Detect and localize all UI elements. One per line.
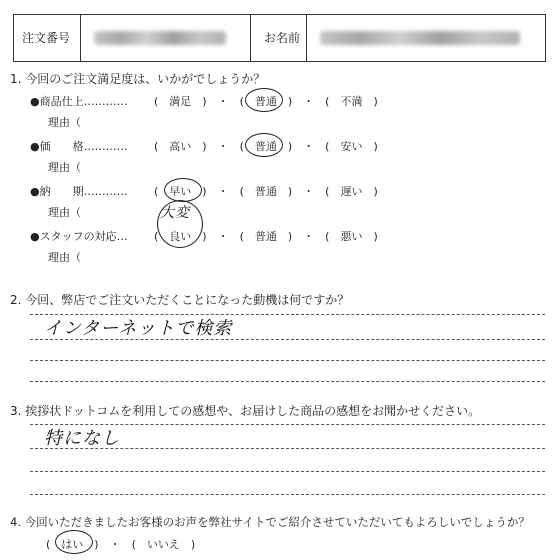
question-3-title: 3. 挨拶状ドットコムを利用しての感想や、お届けした商品の感想をお聞かせください。	[10, 404, 481, 418]
reason-label: 理由（	[48, 206, 81, 219]
order-number-label: 注文番号	[22, 31, 71, 45]
option-good: 良い	[169, 230, 192, 243]
question-3-answer: 特になし	[44, 428, 120, 449]
option-normal: 普通	[254, 140, 277, 153]
selected-circle-good	[157, 200, 203, 248]
answer-line	[30, 471, 545, 472]
option-normal: 普通	[254, 185, 277, 198]
q1-row-quality-label: ●商品仕上…………	[30, 95, 128, 108]
reason-label: 理由（	[48, 251, 81, 264]
option-normal: 普通	[254, 95, 277, 108]
question-4-options: ( はい ) ・ ( いいえ )	[46, 538, 196, 551]
option-expensive: 高い	[169, 140, 192, 153]
q1-row-staff-options: ( 良い ) ・ ( 普通 ) ・ ( 悪い )	[154, 230, 378, 243]
answer-line	[30, 314, 545, 315]
option-yes: はい	[61, 538, 84, 551]
answer-line	[30, 360, 545, 361]
answer-line	[30, 381, 545, 382]
selected-circle-normal	[245, 133, 283, 157]
reason-label: 理由（	[48, 116, 81, 129]
option-cheap: 安い	[340, 140, 363, 153]
q1-row-price-options: ( 高い ) ・ ( 普通 ) ・ ( 安い )	[154, 140, 378, 153]
name-label: お名前	[264, 31, 301, 45]
header-table	[13, 14, 546, 62]
question-2-title: 2. 今回、弊店でご注文いただくことになった動機は何ですか？	[10, 293, 350, 307]
header-divider	[250, 15, 251, 61]
header-divider	[80, 15, 81, 61]
q1-row-staff-label: ●スタッフの対応…	[30, 230, 128, 243]
answer-line	[30, 339, 545, 340]
option-bad: 悪い	[340, 230, 363, 243]
answer-line	[30, 448, 545, 449]
question-2-answer: インターネットで検索	[44, 318, 233, 339]
option-satisfied: 満足	[169, 95, 192, 108]
handwritten-note-very: 大変	[160, 205, 190, 221]
option-unsatisfied: 不満	[340, 95, 363, 108]
question-4-title: 4. 今回いただきましたお客様のお声を弊社サイトでご紹介させていただいてもよろしいでしょうか？	[10, 515, 530, 529]
q1-row-quality-options: ( 満足 ) ・ ( 普通 ) ・ ( 不満 )	[154, 95, 378, 108]
selected-circle-fast	[164, 178, 202, 202]
order-number-value-redacted	[94, 31, 226, 45]
reason-label: 理由（	[48, 161, 81, 174]
selected-circle-normal	[245, 88, 283, 112]
q1-row-delivery-label: ●納 期…………	[30, 185, 128, 198]
option-slow: 遅い	[340, 185, 363, 198]
selected-circle-yes	[55, 530, 93, 554]
q1-row-price-label: ●価 格…………	[30, 140, 128, 153]
answer-line	[30, 494, 545, 495]
option-normal: 普通	[254, 230, 277, 243]
option-fast: 早い	[169, 185, 192, 198]
header-divider	[306, 15, 307, 61]
option-no: いいえ	[146, 538, 180, 551]
q1-row-delivery-options: ( 早い ) ・ ( 普通 ) ・ ( 遅い )	[154, 185, 378, 198]
question-1-title: 1. 今回のご注文満足度は、いかがでしょうか？	[10, 72, 266, 86]
customer-name-redacted	[320, 31, 520, 45]
answer-line	[30, 424, 545, 425]
